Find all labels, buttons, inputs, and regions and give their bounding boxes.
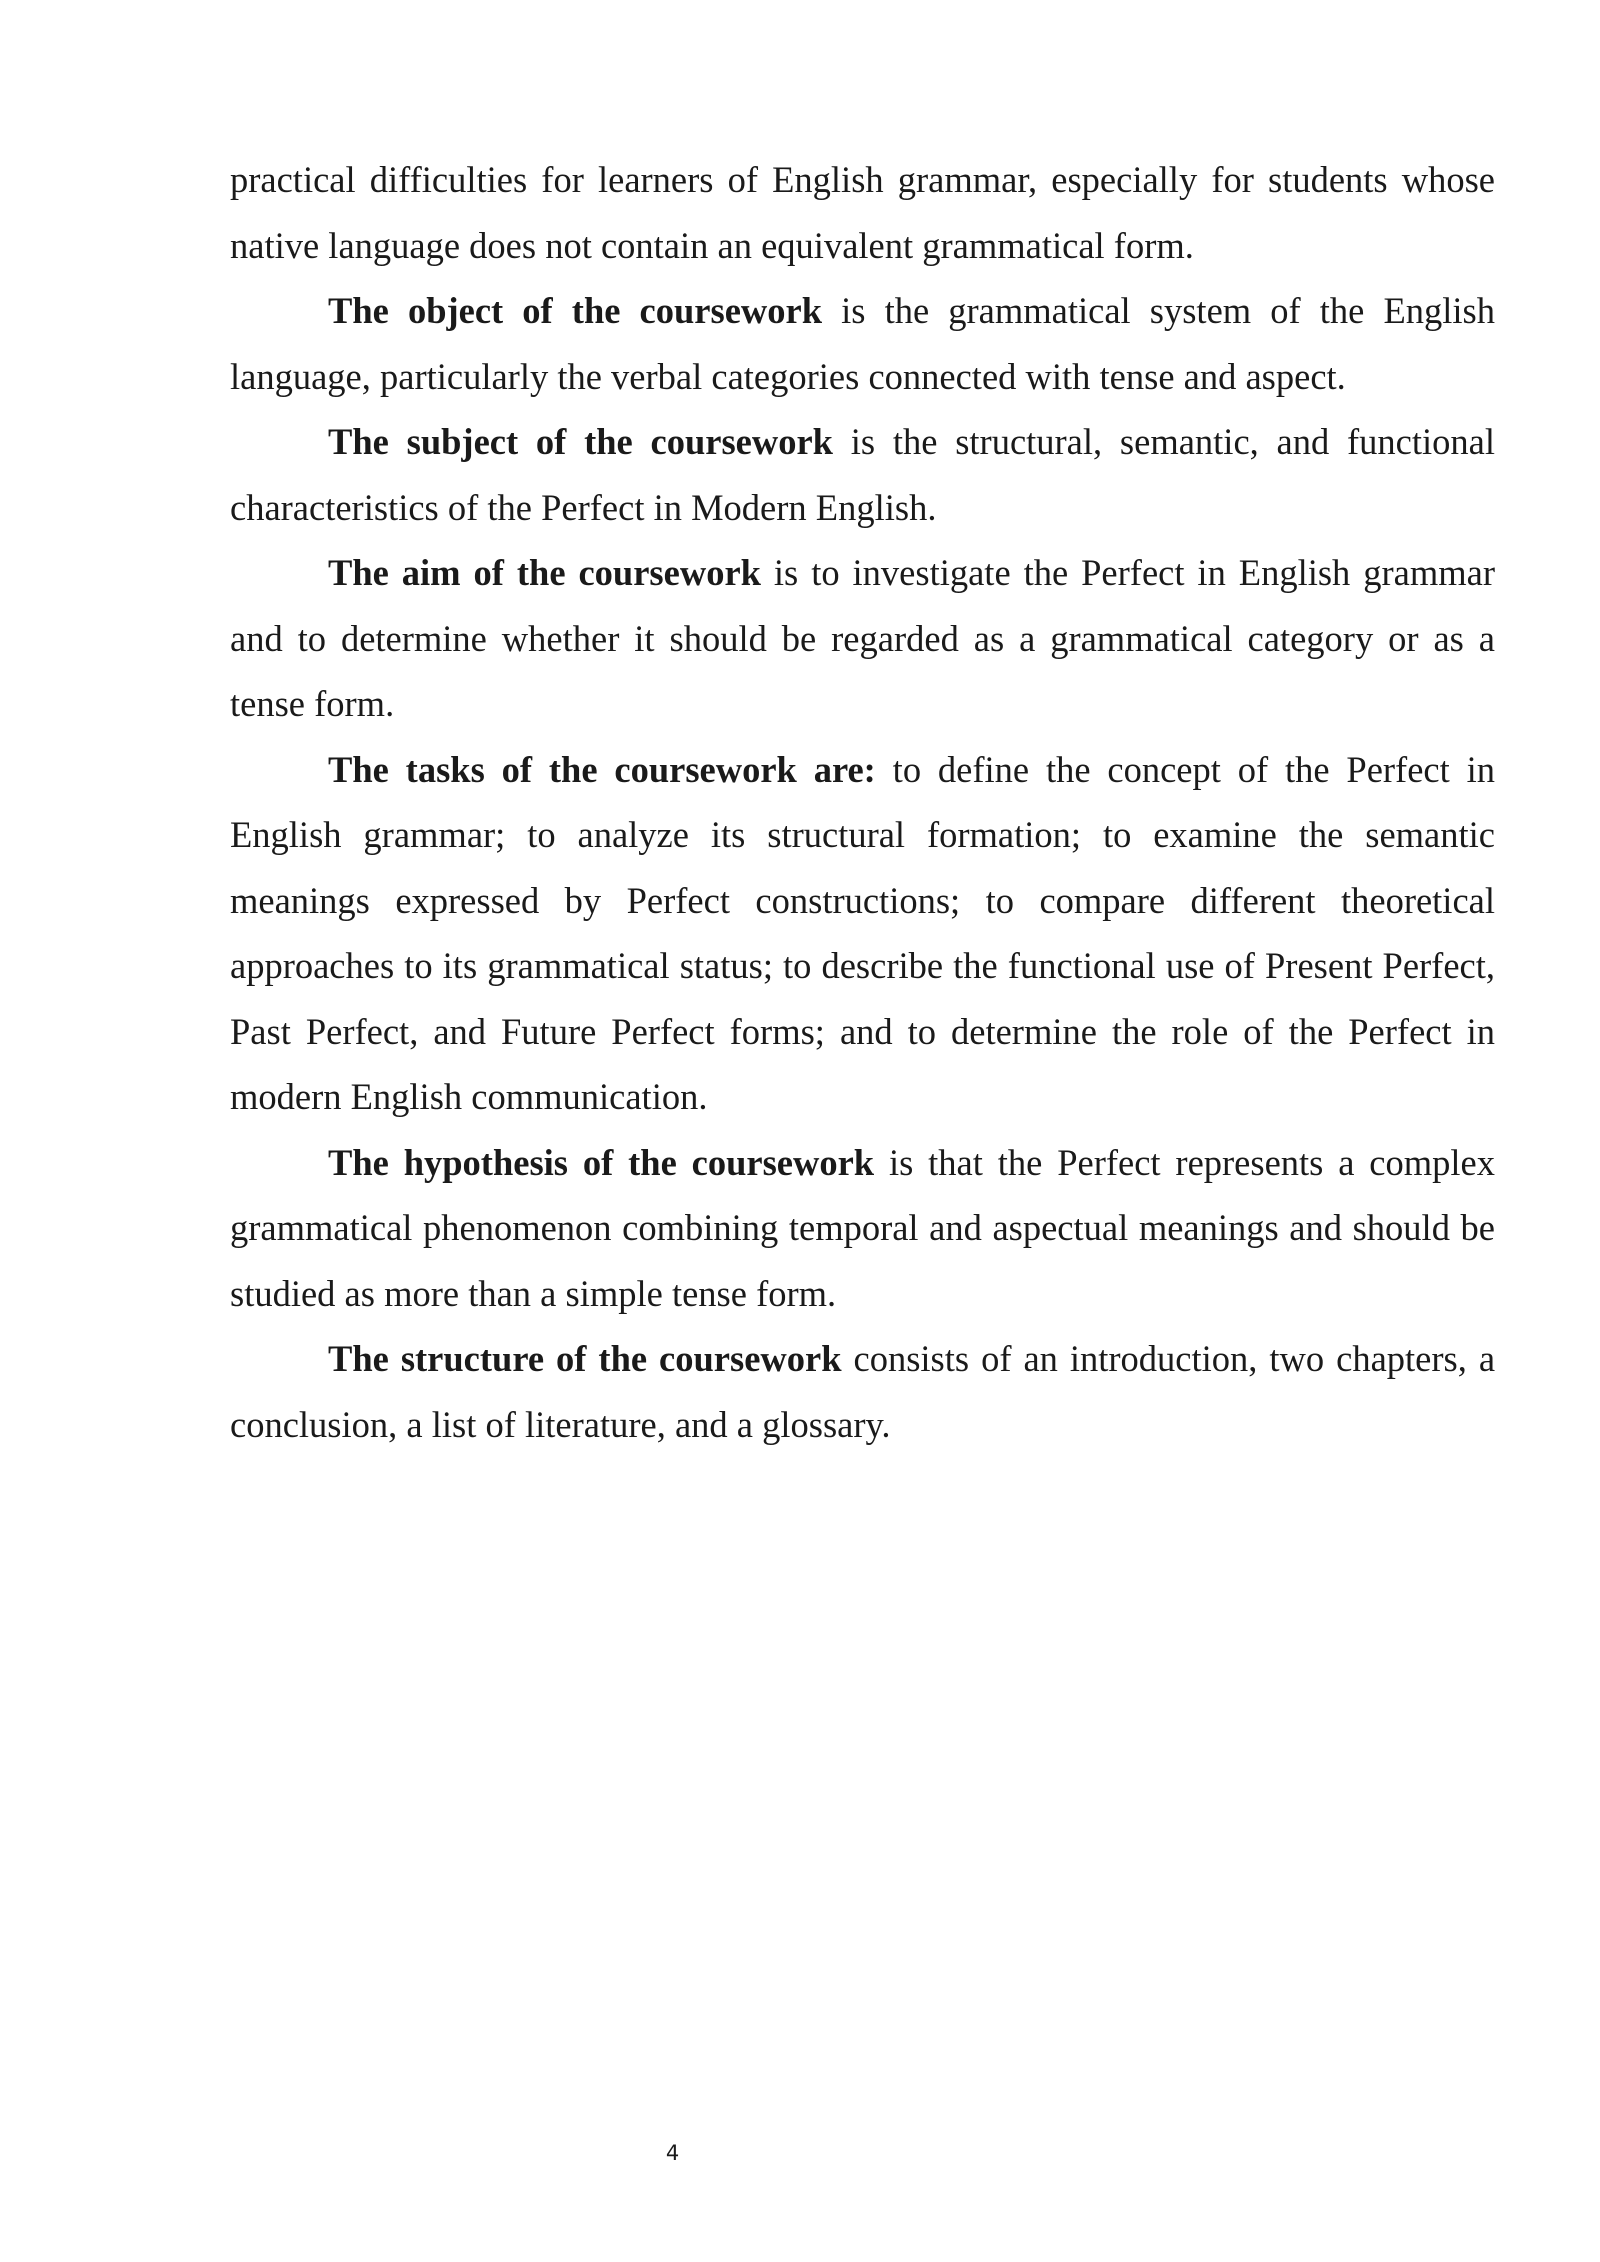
paragraph-text: is the structural, semantic, and functional characteristics of the Perfect in Modern English. bbox=[230, 421, 1495, 528]
paragraph-text: practical difficulties for learners of English grammar, especially for students whose native language does not contain an equivalent grammatical form. bbox=[230, 159, 1495, 266]
paragraph-heading: The tasks of the coursework are: bbox=[328, 748, 876, 790]
paragraph-structure bbox=[230, 1326, 1495, 1457]
paragraph-aim bbox=[230, 540, 1495, 737]
paragraph-heading: The structure of the coursework bbox=[328, 1338, 842, 1379]
paragraph-continuation bbox=[230, 147, 1495, 278]
page-number: 4 bbox=[665, 2141, 680, 2165]
paragraph-heading: The subject of the coursework bbox=[328, 421, 833, 462]
paragraph-heading: The object of the coursework bbox=[328, 290, 823, 331]
paragraph-text: to define the concept of the Perfect in English grammar; to analyze its structural formation; to examine the semantic meanings expressed by Perfect constructions; to compare different theoretical approaches to its grammatical status; to describe the functional use of Present Perfect, Past Perfect, and Future Perfect forms; and to determine the role of the Perfect in modern English communication. bbox=[230, 748, 1495, 1117]
paragraph-hypothesis bbox=[230, 1130, 1495, 1327]
paragraph-text: is to investigate the Perfect in English grammar and to determine whether it should be regarded as a grammatical category or as a tense form. bbox=[230, 552, 1495, 724]
paragraph-text: consists of an introduction, two chapters, a conclusion, a list of literature, and a glossary. bbox=[230, 1338, 1496, 1445]
body-text bbox=[230, 147, 1495, 1457]
paragraph-text: is that the Perfect represents a complex grammatical phenomenon combining temporal and aspectual meanings and should be studied as more than a simple tense form. bbox=[230, 1141, 1495, 1314]
paragraph-tasks bbox=[230, 737, 1495, 1130]
paragraph-object bbox=[230, 278, 1495, 409]
paragraph-heading: The hypothesis of the coursework bbox=[328, 1141, 875, 1183]
paragraph-subject bbox=[230, 409, 1495, 540]
paragraph-heading: The aim of the coursework bbox=[328, 552, 761, 593]
paragraph-text: is the grammatical system of the English language, particularly the verbal categories connected with tense and aspect. bbox=[230, 290, 1495, 397]
